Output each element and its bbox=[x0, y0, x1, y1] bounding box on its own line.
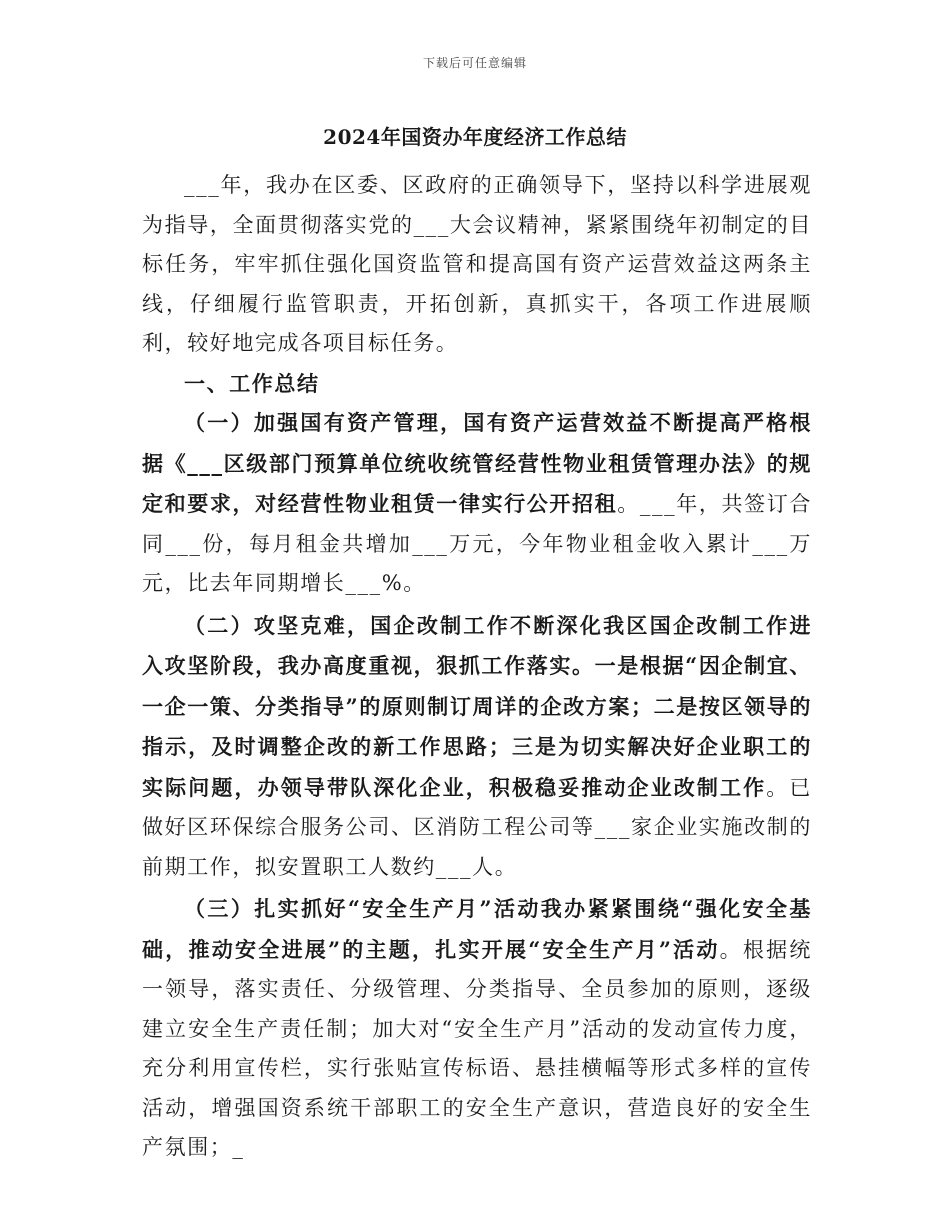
item-lead-2: （二）攻坚克难，国企改制工作不断深化我区国企改制工作进入攻坚阶段，我办高度重视，狠抓工作落实。一是根据“因企制宜、一企一策、分类指导”的原则制订周详的企改方案；二是按区领导的指示，及时调整企改的新工作思路；三是为切实解决好企业职工的实际问题，办领导带队深化企业，积极稳妥推动企业改制工作 bbox=[142, 612, 812, 800]
section-heading: 一、工作总结 bbox=[184, 370, 320, 396]
page-header-note: 下载后可任意编辑 bbox=[422, 56, 527, 70]
item-paragraph-1 bbox=[142, 403, 812, 604]
item-lead-1: （一）加强国有资产管理，国有资产运营效益不断提高严格根据《___区级部门预算单位统收统管经营性物业租赁管理办法》的规定和要求，对经营性物业租赁一律实行公开招租 bbox=[142, 410, 812, 516]
item-lead-3: （三）扎实抓好“安全生产月”活动我办紧紧围绕“强化安全基础，推动安全进展”的主题，扎实开展“安全生产月”活动 bbox=[142, 896, 812, 962]
item-paragraph-3 bbox=[142, 889, 812, 1168]
item-text-2: 。已做好区环保综合服务公司、区消防工程公司等___家企业实施改制的前期工作，拟安置职工人数约___人。 bbox=[142, 775, 813, 879]
item-text-3: 。根据统一领导，落实责任、分级管理、分类指导、全员参加的原则，逐级建立安全生产责任制；加大对“安全生产月”活动的发动宣传力度，充分利用宣传栏，实行张贴宣传标语、悬挂横幅等形式多样的宣传活动，增强国资系统干部职工的安全生产意识，营造良好的安全生产氛围；_ bbox=[142, 937, 812, 1159]
item-text-1: 。___年，共签订合同___份，每月租金共增加___万元，今年物业租金收入累计___万元，比去年同期增长___%。 bbox=[142, 492, 813, 595]
intro-paragraph: ___年，我办在区委、区政府的正确领导下，坚持以科学进展观为指导，全面贯彻落实党的___大会议精神，紧紧围绕年初制定的目标任务，牢牢抓住强化国资监管和提高国有资产运营效益这两条主线，仔细履行监管职责，开拓创新，真抓实干，各项工作进展顺利，较好地完成各项目标任务。 bbox=[142, 173, 812, 355]
item-paragraph-2 bbox=[142, 606, 812, 888]
document-title: 2024年国资办年度经济工作总结 bbox=[323, 125, 627, 149]
document-body bbox=[142, 166, 812, 1168]
